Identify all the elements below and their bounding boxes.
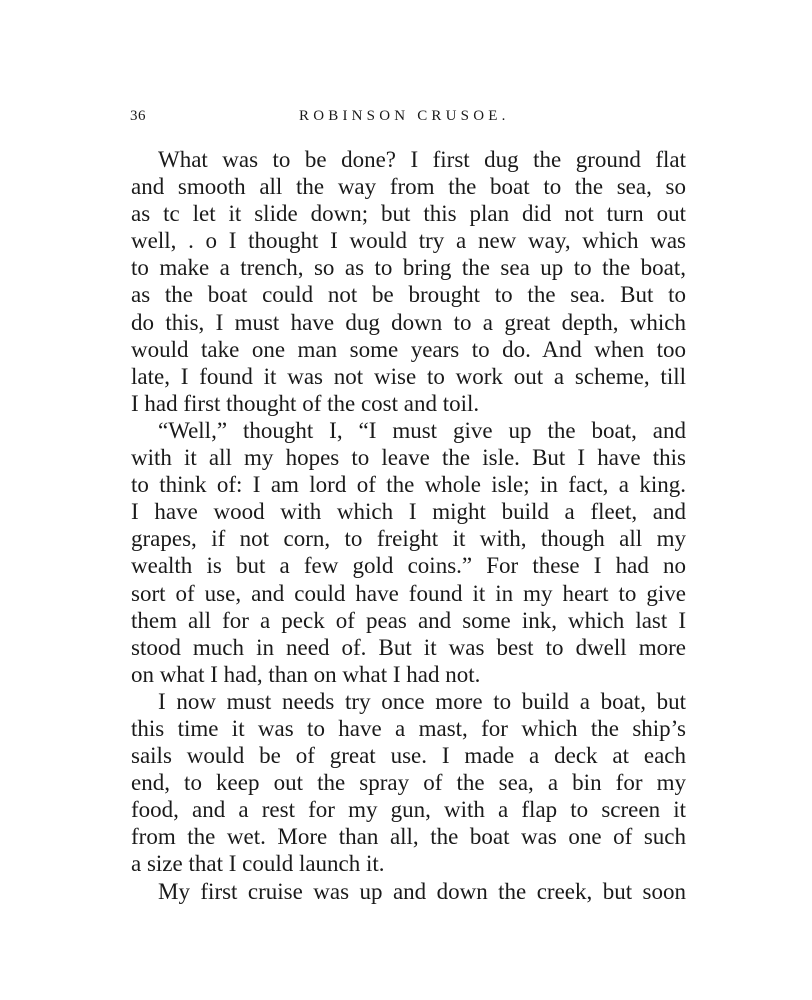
text-line: on what I had, than on what I had not. <box>131 661 481 687</box>
running-head <box>131 108 686 130</box>
text-line: I have wood with which I might build a fleet, and <box>131 499 686 525</box>
paragraph <box>131 878 686 905</box>
text-line: as the boat could not be brought to the sea. But to <box>131 282 686 308</box>
text-line: late, I found it was not wise to work out a scheme, till <box>131 363 686 389</box>
text-line: I had first thought of the cost and toil. <box>131 390 480 416</box>
text-line: as tc let it slide down; but this plan did not turn out <box>131 201 686 227</box>
text-line: wealth is but a few gold coins.” For these I had no <box>131 553 686 579</box>
text-line: a size that I could launch it. <box>131 851 385 877</box>
text-line: from the wet. More than all, the boat was one of such <box>131 824 686 850</box>
book-page <box>131 108 686 905</box>
text-line: them all for a peck of peas and some ink, which last I <box>131 607 686 633</box>
text-line: What was to be done? I first dug the ground flat <box>158 147 686 172</box>
page-number: 36 <box>130 108 146 124</box>
text-line: would take one man some years to do. And when too <box>131 336 686 362</box>
text-line: and smooth all the way from the boat to the sea, so <box>131 174 686 200</box>
paragraph <box>131 688 686 878</box>
paragraph <box>131 146 686 417</box>
text-line: end, to keep out the spray of the sea, a bin for my <box>131 770 686 796</box>
text-line: to think of: I am lord of the whole isle; in fact, a king. <box>131 472 686 498</box>
book-title: ROBINSON CRUSOE. <box>299 108 510 124</box>
text-line: grapes, if not corn, to freight it with, though all my <box>131 526 686 552</box>
text-line: “Well,” thought I, “I must give up the boat, and <box>158 417 686 443</box>
text-line: food, and a rest for my gun, with a flap to screen it <box>131 797 686 823</box>
text-line: I now must needs try once more to build a boat, but <box>158 688 686 714</box>
text-line: this time it was to have a mast, for which the ship’s <box>131 715 686 741</box>
text-line: well, . o I thought I would try a new way, which was <box>131 228 686 254</box>
text-line: sails would be of great use. I made a deck at each <box>131 743 686 769</box>
text-line: stood much in need of. But it was best to dwell more <box>131 634 686 660</box>
text-line: sort of use, and could have found it in my heart to give <box>131 580 686 606</box>
text-line: with it all my hopes to leave the isle. But I have this <box>131 445 686 471</box>
text-line: My first cruise was up and down the creek, but soon <box>158 878 686 904</box>
text-line: to make a trench, so as to bring the sea up to the boat, <box>131 255 686 281</box>
paragraph <box>131 417 686 688</box>
text-line: do this, I must have dug down to a great depth, which <box>131 309 686 335</box>
